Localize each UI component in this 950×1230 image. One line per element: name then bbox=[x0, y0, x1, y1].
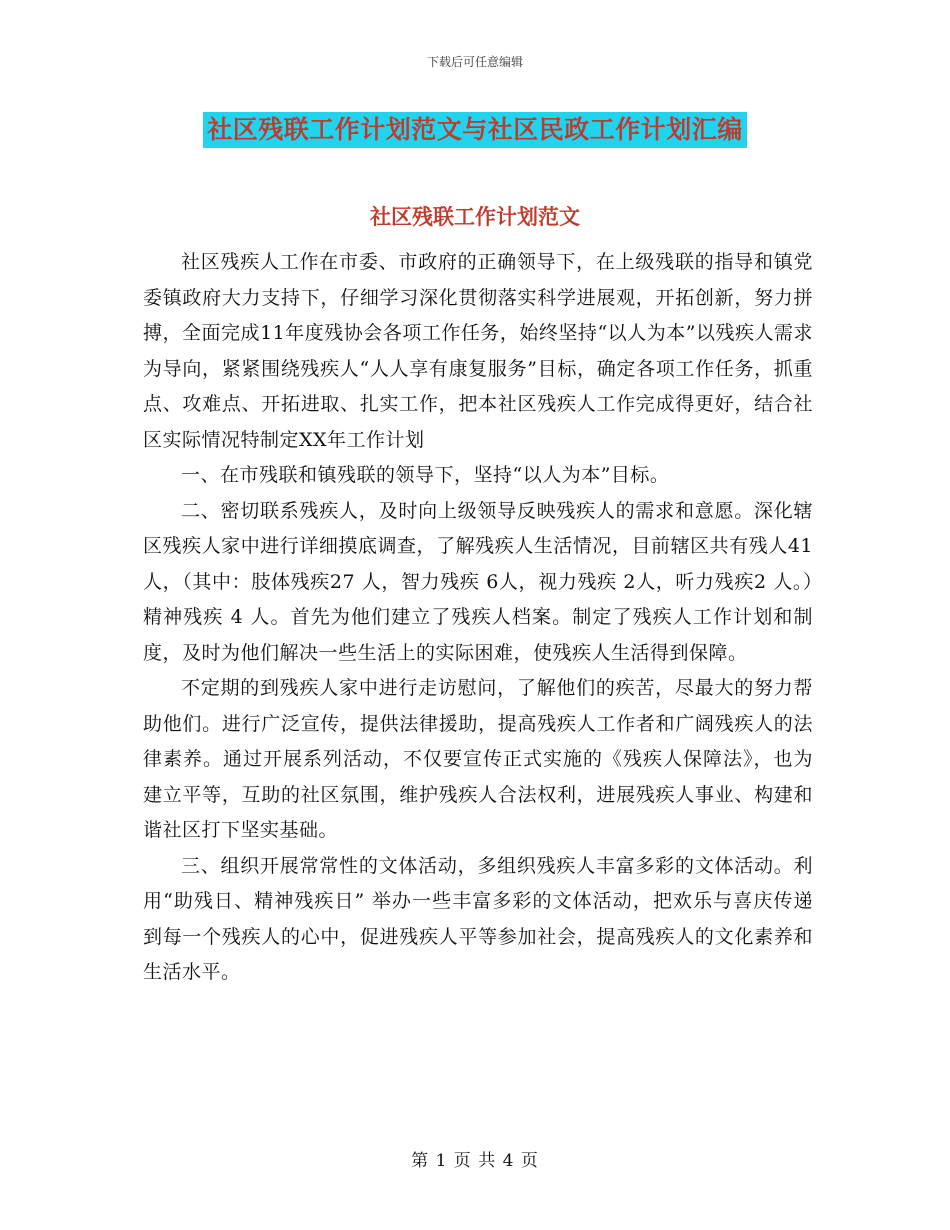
document-title: 社区残联工作计划范文与社区民政工作计划汇编 bbox=[203, 112, 747, 148]
main-title-wrap bbox=[0, 112, 950, 148]
section-title: 社区残联工作计划范文 bbox=[370, 204, 580, 229]
paragraph-item-3: 三、组织开展常常性的文体活动，多组织残疾人丰富多彩的文体活动。利用“助残日、精神残疾日” 举办一些丰富多彩的文体活动，把欢乐与喜庆传递到每一个残疾人的心中，促进残疾人平等参加社会，提高残疾人的文化素养和生活水平。 bbox=[143, 854, 813, 983]
header-note: 下载后可任意编辑 bbox=[426, 55, 523, 69]
document-body bbox=[143, 245, 813, 991]
paragraph-visits: 不定期的到残疾人家中进行走访慰问，了解他们的疾苦，尽最大的努力帮助他们。进行广泛宣传，提供法律援助，提高残疾人工作者和广阔残疾人的法律素养。通过开展系列活动，不仅要宣传正式实施的《残疾人保障法》，也为建立平等，互助的社区氛围，维护残疾人合法权利，进展残疾人事业、构建和谐社区打下坚实基础。 bbox=[143, 677, 813, 841]
paragraph-item-1: 一、在市残联和镇残联的领导下，坚持“以人为本”目标。 bbox=[181, 464, 670, 486]
paragraph-item-2: 二、密切联系残疾人，及时向上级领导反映残疾人的需求和意愿。深化辖区残疾人家中进行详细摸底调查，了解残疾人生活情况，目前辖区共有残人41人，（其中：肢体残疾27 人，智力残疾 6人，视力残疾 2人，听力残疾2 人。）精神残疾 4 人。首先为他们建立了残疾人档案。制定了残疾人工作计划和制度，及时为他们解决一些生活上的实际困难，使残疾人生活得到保障。 bbox=[143, 499, 813, 664]
paragraph-intro: 社区残疾人工作在市委、市政府的正确领导下，在上级残联的指导和镇党委镇政府大力支持下，仔细学习深化贯彻落实科学进展观，开拓创新，努力拼搏，全面完成11年度残协会各项工作任务，始终坚持“以人为本”以残疾人需求为导向，紧紧围绕残疾人“人人享有康复服务”目标，确定各项工作任务，抓重点、攻难点、开拓进取、扎实工作，把本社区残疾人工作完成得更好，结合社区实际情况特制定XX年工作计划 bbox=[143, 251, 813, 451]
page-number-footer: 第 1 页 共 4 页 bbox=[411, 1151, 539, 1171]
